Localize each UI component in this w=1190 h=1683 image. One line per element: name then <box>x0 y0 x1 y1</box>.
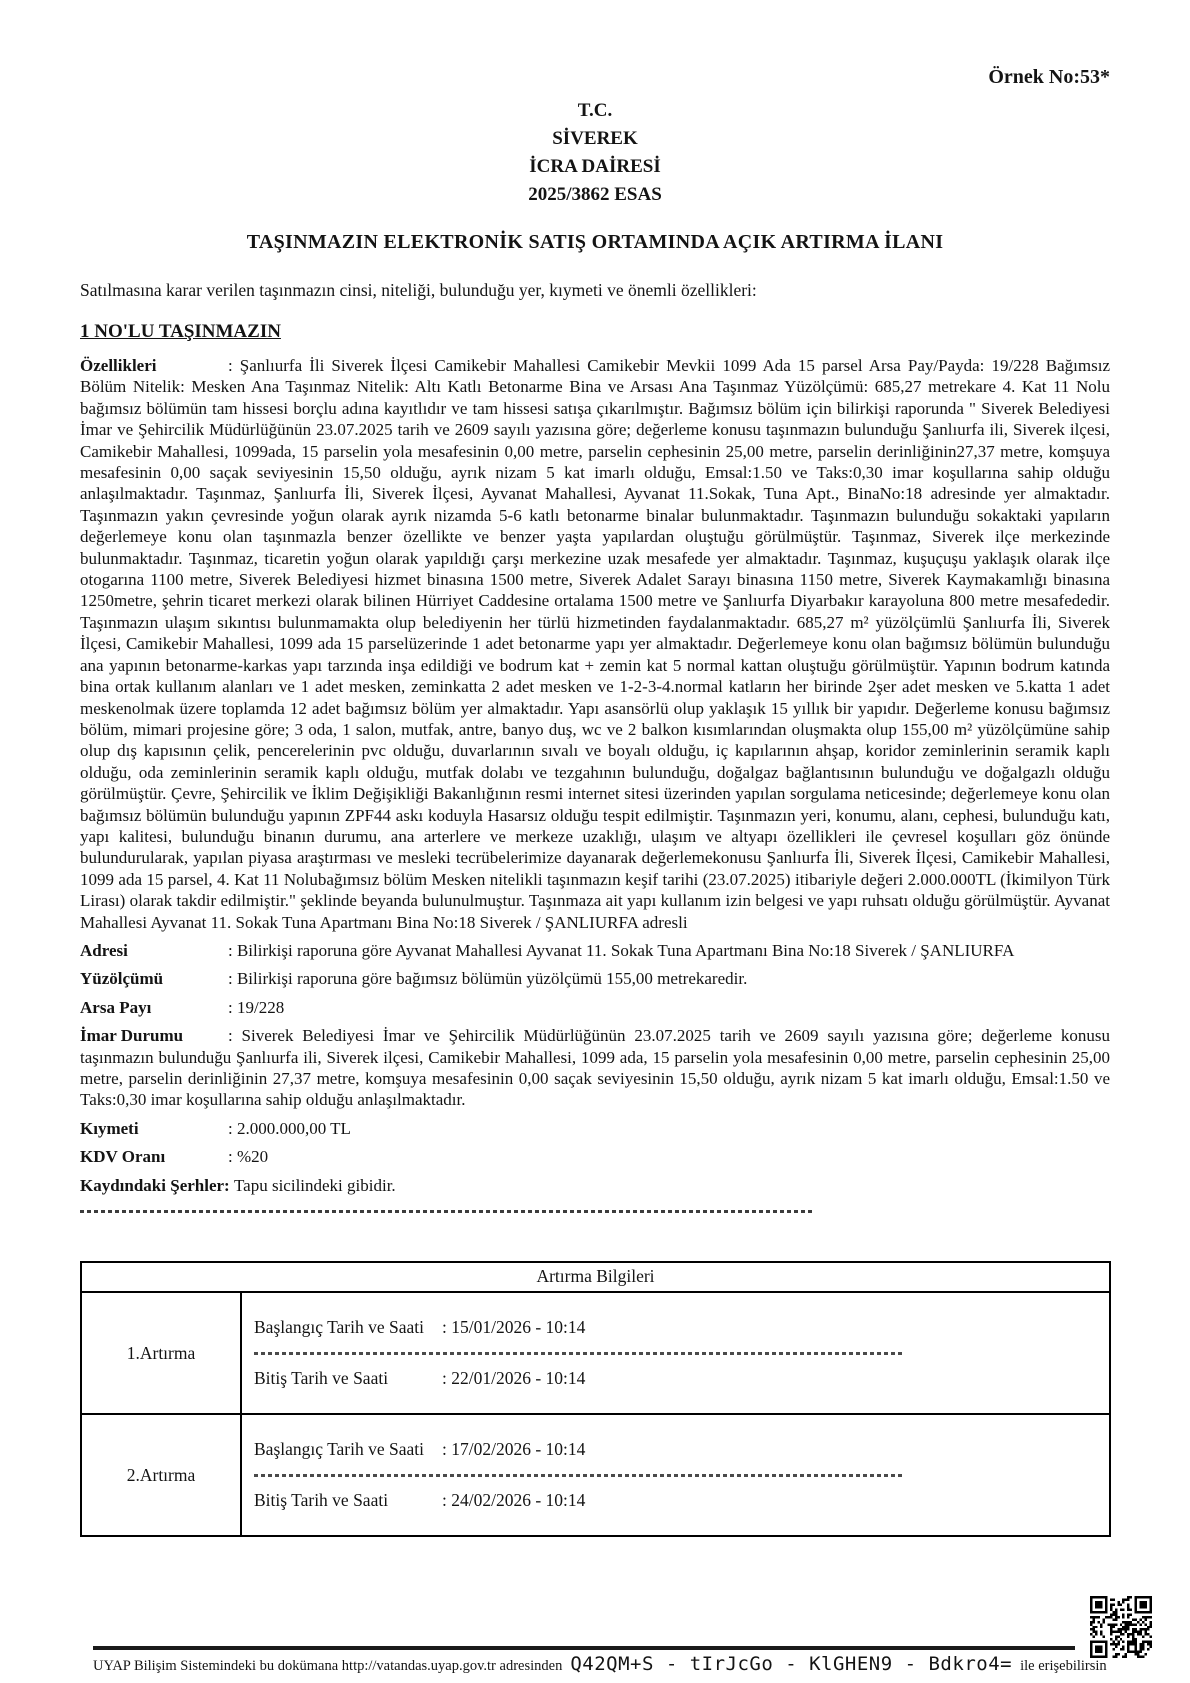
header-case-number: 2025/3862 ESAS <box>528 184 662 205</box>
auction-end-label: Bitiş Tarih ve Saati <box>254 1490 389 1511</box>
field-value: : Şanlıurfa İli Siverek İlçesi Camikebir Mahallesi Camikebir Mevkii 1099 Ada 15 parsel Arsa Pay/Payda: 19/228 Bağımsız Bölüm Nitelik: Mesken Ana Taşınmaz Nitelik: Altı Katlı Betonarme Bina ve Arsası Ana Taşınmaz Yüzölçümü: 685,27 metrekare 4. Kat 11 Nolu bağımsız bölümün tam hissesi borçlu adına kayıtlıdır ve tam hissesi satışa çıkarılmıştır. Bağımsız bölüm için bilirkişi raporunda " Siverek Belediyesi İmar ve Şehircilik Müdürlüğünün 23.07.2025 tarih ve 2609 sayılı yazısına göre; değerleme konusu taşınmazın bulunduğu Şanlıurfa ili, Siverek ilçesi, Camikebir Mahallesi, 1099ada, 15 parselin yola mesafesinin 0,00 metre, parselin cephesinin 25,00 metre, parselin derinliğinin27,37 metre, komşuya mesafesinin 0,00 saçak seviyesinin 15,50 olduğu, ayrık nizam 5 kat imarlı olduğu, Emsal:1.50 ve Taks:0,30 imar koşullarına sahip olduğu anlaşılmaktadır. Taşınmaz, Şanlıurfa İli, Siverek İlçesi, Ayvanat Mahallesi, Ayvanat 11.Sokak, Tuna Apt., BinaNo:18 adresinde yer almaktadır. Taşınmazın yakın çevresinde yoğun olarak ayrık nizamda 5-6 katlı betonarme binalar bulunmaktadır. Taşınmazın bulunduğu sokaktaki yapıların değerlemeye konu olan taşınmazla benzer özellikte ve benzer yaşta yapılardan oluştuğu görülmüştür. Taşınmaz, Siverek ilçe merkezinde bulunmaktadır. Taşınmaz, ticaretin yoğun olarak yapıldığı çarşı merkezine uzak mesafede yer almaktadır. Taşınmaz, kuşuçuşu yaklaşık olarak ilçe otogarına 1100 metre, Siverek Belediyesi hizmet binasına 1500 metre, Siverek Adalet Sarayı binasına 1150 metre, Siverek Kaymakamlığı binasına 1250metre, şehrin ticaret merkezi olarak bilinen Hürriyet Caddesine ortalama 1500 metre ve Şanlıurfa Diyarbakır karayoluna 800 metre mesafededir. Taşınmazın ulaşım sıkıntısı bulunmamakta olup belediyenin her türlü hizmetinden faydalanmaktadır. 685,27 m² yüzölçümlü Şanlıurfa İli, Siverek İlçesi, Camikebir Mahallesi, 1099 ada 15 parselüzerinde 1 adet betonarme yapı yer almaktadır. Değerlemeye konu olan bağımsız bölümün bulunduğu ana yapının betonarme-karkas yapı tarzında inşa edildiği ve bodrum kat + zemin kat 5 normal kattan oluştuğu görülmüştür. Yapının bodrum katında bina ortak kullanım alanları ve 1 adet mesken, zeminkatta 2 adet mesken ve 1-2-3-4.normal katların her birinde 2şer adet mesken ve 5.katta 1 adet meskenolmak üzere toplamda 12 adet bağımsız bölüm yer almaktadır. Yapı asansörlü olup yaklaşık 15 yıllık bir yapıdır. Değerleme konusu bağımsız bölüm, mimari projesine göre; 3 oda, 1 salon, mutfak, antre, banyo duş, wc ve 2 balkon kısımlarından oluşmakta olup 155,00 m² yüzölçümüne sahip olup dış kapısının çelik, pencerelerinin pvc olduğu, duvarlarının sıvalı ve boyalı olduğu, iç kapılarının ahşap, koridor zeminlerinin seramik kaplı olduğu, oda zeminlerinin seramik kaplı olduğu, mutfak dolabı ve tezgahının bulunduğu, doğalgaz bağlantısının bulunduğu ve doğalgazlı olduğu görülmüştür. Çevre, Şehircilik ve İklim Değişikliği Bakanlığının resmi internet sitesi üzerinden yapılan sorgulama neticesinde; değerlemeye konu olan bağımsız bölümün bulunduğu yapının ZPF44 askı koduyla Hasarsız olduğu tespit edilmiştir. Taşınmazın yeri, konumu, alanı, cephesi, bulunduğu katı, yapı kalitesi, bulunduğu binanın durumu, ana arterlere ve merkeze uzaklığı, ulaşım ve altyapı özellikleri ile çevresel koşulları göz önünde bulundurularak, yapılan piyasa araştırması ve mesleki tecrübelerimize dayanarak değerlemekonusu Şanlıurfa İli, Siverek İlçesi, Camikebir Mahallesi, 1099 ada 15 parsel, 4. Kat 11 Nolubağımsız bölüm Mesken nitelikli taşınmazın keşif tarihi (23.07.2025) itibariyle değeri 2.000.000TL (İkimilyon Türk Lirası) olarak takdir edilmiştir." şeklinde beyanda bulunulmuştur. Taşınmaza ait yapı kullanım izin belgesi ve yapı ruhsatı olduğu görülmüştür. Ayvanat Mahallesi Ayvanat 11. Sokak Tuna Apartmanı Bina No:18 Siverek / ŞANLIURFA adresli <box>80 356 1110 932</box>
footer-access-code: Q42QM+S - tIrJcGo - KlGHEN9 - Bdkro4= <box>570 1653 1013 1675</box>
field-label: Kıymeti <box>80 1118 139 1138</box>
document-content <box>80 0 1110 1537</box>
auction-start-label: Başlangıç Tarih ve Saati <box>254 1316 425 1337</box>
auction-start-value: : 17/02/2026 - 10:14 <box>442 1438 586 1459</box>
field-arsa-payi <box>80 997 1110 1018</box>
field-kdv-orani <box>80 1146 1110 1167</box>
header-office: İCRA DAİRESİ <box>529 156 661 177</box>
field-label: Özellikleri <box>80 356 157 375</box>
auction-start-label: Başlangıç Tarih ve Saati <box>254 1438 425 1459</box>
field-adresi <box>80 940 1110 961</box>
field-kiymeti <box>80 1118 1110 1139</box>
header-city: SİVEREK <box>552 128 638 149</box>
auction-end-label: Bitiş Tarih ve Saati <box>254 1368 389 1389</box>
field-label: Arsa Payı <box>80 997 152 1017</box>
field-label: Yüzölçümü <box>80 969 164 989</box>
auction-end-value: : 24/02/2026 - 10:14 <box>442 1490 586 1511</box>
field-value: : Bilirkişi raporuna göre Ayvanat Mahallesi Ayvanat 11. Sokak Tuna Apartmanı Bina No:18 Siverek / ŞANLIURFA <box>228 940 1015 960</box>
auction-end-line <box>254 1490 1109 1511</box>
auction-end-line <box>254 1368 1109 1389</box>
page-footer <box>93 1646 1107 1675</box>
field-label: KDV Oranı <box>80 1147 166 1167</box>
field-imar-durumu <box>80 1025 1110 1111</box>
field-label: Kaydındaki Şerhler: <box>80 1175 230 1195</box>
footer-suffix: ile erişebilirsin <box>1020 1658 1107 1674</box>
field-value: : Bilirkişi raporuna göre bağımsız bölümün yüzölçümü 155,00 metrekaredir. <box>228 969 748 989</box>
auction-row-1 <box>82 1293 1109 1415</box>
field-yuzolcumu <box>80 968 1110 989</box>
auction-row-2 <box>82 1415 1109 1535</box>
field-value: : Siverek Belediyesi İmar ve Şehircilik Müdürlüğünün 23.07.2025 tarih ve 2609 sayılı yazısına göre; değerleme konusu taşınmazın bulunduğu Şanlıurfa ili, Siverek ilçesi, Camikebir Mahallesi, 1099 ada, 15 parselin yola mesafesinin 0,00 metre, parselin cephesinin 25,00 metre, parselin derinliğinin 27,37 metre, komşuya mesafesinin 0,00 saçak seviyesinin 15,50 olduğu, ayrık nizam 5 kat imarlı olduğu, Emsal:1.50 ve Taks:0,30 imar koşullarına sahip olduğu anlaşılmaktadır. <box>80 1026 1110 1110</box>
auction-row-detail <box>242 1415 1109 1535</box>
field-serhler <box>80 1175 1110 1196</box>
footer-access-line <box>93 1653 1107 1675</box>
auction-table-title: Artırma Bilgileri <box>82 1263 1109 1293</box>
auction-start-line <box>254 1439 1109 1460</box>
header-country: T.C. <box>577 100 613 121</box>
field-label: İmar Durumu <box>80 1026 184 1046</box>
footer-prefix: UYAP Bilişim Sistemindeki bu dokümana http://vatandas.uyap.gov.tr adresinden <box>93 1658 563 1674</box>
auction-start-line <box>254 1317 1109 1338</box>
field-ozellikleri <box>80 355 1110 933</box>
intro-text: Satılmasına karar verilen taşınmazın cinsi, niteliği, bulunduğu yer, kıymeti ve önemli özellikleri: <box>80 280 757 300</box>
field-value: Tapu sicilindeki gibidir. <box>233 1175 396 1195</box>
auction-start-value: : 15/01/2026 - 10:14 <box>442 1316 586 1337</box>
field-value: : %20 <box>228 1147 269 1167</box>
document-title: TAŞINMAZIN ELEKTRONİK SATIŞ ORTAMINDA AÇIK ARTIRMA İLANI <box>246 231 944 253</box>
cell-separator-line <box>254 1474 904 1477</box>
auction-end-value: : 22/01/2026 - 10:14 <box>442 1368 586 1389</box>
field-value: : 19/228 <box>228 997 285 1017</box>
auction-table <box>80 1261 1111 1537</box>
field-label: Adresi <box>80 940 128 960</box>
property-heading: 1 NO'LU TAŞINMAZIN <box>80 321 281 342</box>
court-header <box>80 97 1110 209</box>
auction-row-name: 1.Artırma <box>82 1293 242 1413</box>
field-value: : 2.000.000,00 TL <box>228 1118 351 1138</box>
auction-row-name: 2.Artırma <box>82 1415 242 1535</box>
qr-code <box>1090 1596 1152 1658</box>
auction-row-detail <box>242 1293 1109 1413</box>
ornek-no: Örnek No:53* <box>988 66 1110 88</box>
separator-line <box>80 1210 812 1213</box>
cell-separator-line <box>254 1352 904 1355</box>
